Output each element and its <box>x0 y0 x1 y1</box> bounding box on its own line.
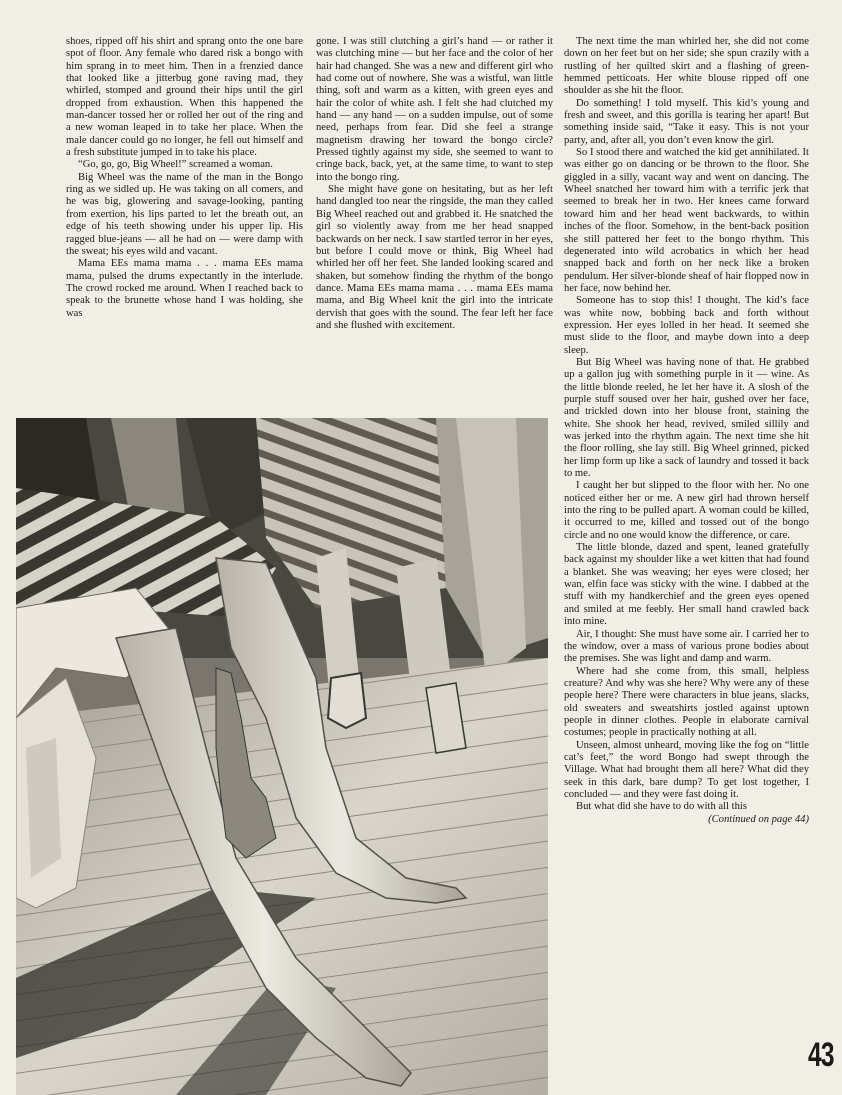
paragraph: So I stood there and watched the kid get annihilated. It was either go on dancing or be thrown to the floor. She giggled in a silly, vacant way and went on dancing. The Wheel snatched her toward him with a terrific jerk that seemed to break her in two. Her knees came forward toward him and her head went backwards, to within inches of the floor. Somehow, in the bent-back position she still pattered her feet to the bongo rhythm. This degenerated into wild acrobatics in which her head snapped back and forth on her neck like a broken pendulum. Her silver-blonde sheaf of hair flopped now in her face, now behind her. <box>564 147 809 294</box>
paragraph: gone. I was still clutching a girl’s hand — or rather it was clutching mine — but her face and the color of her hair had changed. She was a new and different girl who had come out of nowhere. She was a wistful, wan little thing, soft and warm as a kitten, with green eyes and hair the color of white ash. I felt she had clutched my hand — any hand — on a sudden impulse, out of some need, perhaps from fear. Did she feel a strange magnetism drawing her toward the bongo circle? Pressed tightly against my side, she seemed to want to cringe back, back, yet, at the same time, to want to step into the bongo ring. <box>316 36 553 183</box>
paragraph: Air, I thought: She must have some air. I carried her to the window, over a mass of various prone bodies about the premises. She was light and damp and warm. <box>564 628 809 665</box>
continued-note: (Continued on page 44) <box>708 813 809 825</box>
article-column-3 <box>564 36 809 1026</box>
paragraph: But Big Wheel was having none of that. He grabbed up a gallon jug with something purple in it — wine. As the little blonde reeled, he let her have it. A slosh of the purple stuff soused over her hair, gushed over her face, and trickled down into her blouse front, staining the white. She shook her head, revived, smiled sillily and was jerked into the rhythm again. The next time she hit the floor rolling, she lay still. Big Wheel grinned, picked her limp form up like a sack of laundry and tossed it back to me. <box>564 356 809 480</box>
paragraph: shoes, ripped off his shirt and sprang onto the one bare spot of floor. Any female who dared risk a bongo with him sprang in to meet him. Then in a frenzied dance that looked like a jitterbug gone raving mad, they whirled, stomped and ground their hips until the girl dropped from exhaustion. When this happened the man-dancer tossed her or rolled her out of the ring and a new woman leaped in to take her place. When the male dancer could go no longer, he fell out himself and a fresh substitute jumped in to take his place. <box>66 36 303 159</box>
illustration-drawing <box>16 418 548 1095</box>
article-column-2 <box>316 36 553 400</box>
article-column-1 <box>66 36 303 400</box>
paragraph: Unseen, almost unheard, moving like the fog on “little cat’s feet,” the word Bongo had swept through the Village. What had brought them all here? What did they seek in this dark, bare dump? To get lost together, I concluded — and they were fast doing it. <box>564 739 809 800</box>
paragraph: The little blonde, dazed and spent, leaned gratefully back against my shoulder like a wet kitten that had found a blanket. She was weaving; her eyes were closed; her wan, elfin face was sticky with the wine. I dabbed at the stuff with my handkerchief and the green eyes opened and smiled at me feebly. Her small hand crawled back into mine. <box>564 542 809 628</box>
paragraph: “Go, go, go, Big Wheel!” screamed a woman. <box>78 159 273 171</box>
dance-illustration <box>16 418 548 1095</box>
paragraph: Where had she come from, this small, helpless creature? And why was she here? Why were any of these people here? There were characters in blue jeans, slacks, old sweaters and sweatshirts jostled against uptown people in dinner clothes. People in elaborate carnival costumes; people in practically nothing at all. <box>564 665 809 739</box>
paragraph: The next time the man whirled her, she did not come down on her feet but on her side; she spun crazily with a rustling of her quilted skirt and a flashing of green-hemmed petticoats. Her white blouse ripped off one shoulder as she hit the floor. <box>564 36 809 97</box>
paragraph: She might have gone on hesitating, but as her left hand dangled too near the ringside, the man they called Big Wheel reached out and grabbed it. He snatched the girl so violently away from me her head snapped backwards on her neck. I saw startled terror in her eyes, but before I could move or think, Big Wheel had whirled her off her feet. She landed looking scared and shaken, but somehow finding the rhythm of the bongo dance. Mama EEs mama mama . . . mama EEs mama mama, and Big Wheel knit the girl into the intricate dervish that goes with the sound. The fear left her face and she flushed with excitement. <box>316 184 553 331</box>
paragraph: Big Wheel was the name of the man in the Bongo ring as we sidled up. He was taking on all comers, and he was big, glowering and savage-looking, panting from exertion, his lips parted to let the breath out, an edge of his teeth showing under his upper lip. His ragged blue-jeans — all he had on — were damp with the sweat; his eyes wild and vacant. <box>66 171 303 257</box>
paragraph: But what did she have to do with all this <box>576 801 747 813</box>
page-number: 43 <box>808 1036 834 1074</box>
paragraph: I caught her but slipped to the floor with her. No one noticed either her or me. A new girl had thrown herself into the ring to be pulled apart. A woman could be killed, it occurred to me, killed and tossed out of the bongo circle and no one would know the difference, or care. <box>564 480 809 541</box>
paragraph: Do something! I told myself. This kid’s young and fresh and sweet, and this gorilla is tearing her apart! But something inside said, “Take it easy. This is not your party, and, after all, you don’t even know the girl. <box>564 97 809 146</box>
paragraph: Mama EEs mama mama . . . mama EEs mama mama, pulsed the drums expectantly in the interlude. The crowd rocked me around. When I reached back to speak to the brunette whose hand I was holding, she was <box>66 258 303 319</box>
paragraph: Someone has to stop this! I thought. The kid’s face was white now, bobbing back and forth without expression. Her eyes lolled in her head. It seemed she must slide to the floor, and maybe down into a deep sleep. <box>564 295 809 356</box>
